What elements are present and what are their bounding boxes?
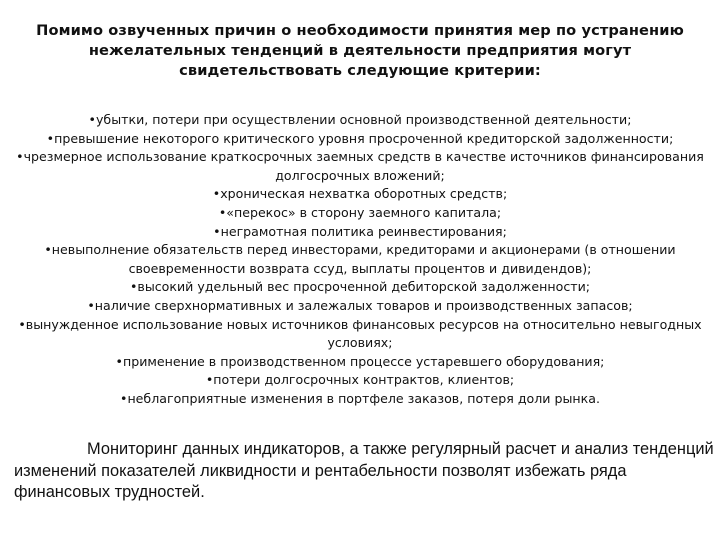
criteria-item-12: •потери долгосрочных контрактов, клиентов; [205,372,515,388]
criteria-item-7: •невыполнение обязательств перед инвесторами, кредиторами и акционерами (в отношении своевременности возврата ссуд, выплаты процентов и дивидендов); [44,242,676,276]
criteria-item-9: •наличие сверхнормативных и залежалых товаров и производственных запасов; [87,297,633,313]
criteria-item-11: •применение в производственном процессе устаревшего оборудования; [115,353,605,369]
criteria-item-2: •превышение некоторого критического уровня просроченной кредиторской задолженности; [46,130,674,146]
conclusion-paragraph: Мониторинг данных индикаторов, а также регулярный расчет и анализ тенденций изменений показателей ликвидности и рентабельности позволят избежать ряда финансовых трудностей. [14,440,714,501]
criteria-item-10: •вынужденное использование новых источников финансовых ресурсов на относительно невыгодных условиях; [18,316,702,351]
criteria-item-5: •«перекос» в сторону заемного капитала; [218,204,502,220]
criteria-item-6: •неграмотная политика реинвестирования; [213,223,507,239]
criteria-item-4: •хроническая нехватка оборотных средств; [212,186,508,202]
criteria-item-13: •неблагоприятные изменения в портфеле заказов, потеря доли рынка. [120,390,600,406]
criteria-item-3: •чрезмерное использование краткосрочных заемных средств в качестве источников финансирования долгосрочных вложений; [16,149,704,183]
criteria-item-1: •убытки, потери при осуществлении основной производственной деятельности; [88,112,632,127]
slide-title: Помимо озвученных причин о необходимости принятия мер по устранению нежелательных тенденций в деятельности предприятия могут свидетельствовать следующие критерии: [36,22,684,79]
criteria-list [6,111,714,409]
criteria-item-8: •высокий удельный вес просроченной дебиторской задолженности; [129,279,591,295]
